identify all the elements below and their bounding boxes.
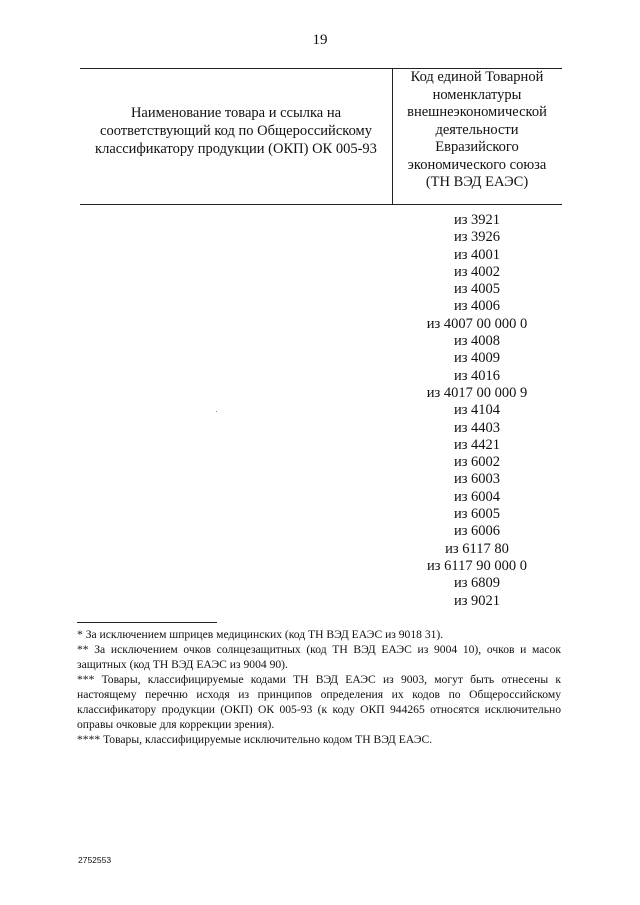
list-item: из 9021 — [453, 592, 501, 609]
list-item: из 4017 00 000 9 — [426, 384, 528, 401]
list-item: из 4008 — [453, 333, 501, 350]
list-item: из 4009 — [453, 350, 501, 367]
list-item: из 4403 — [453, 419, 501, 436]
list-item: из 4002 — [453, 263, 501, 280]
list-item: из 6117 90 000 0 — [427, 557, 527, 574]
list-item: из 6117 80 — [445, 540, 509, 557]
list-item: из 4104 — [453, 402, 501, 419]
list-item: из 4421 — [453, 436, 501, 453]
tn-ved-code-list — [394, 212, 560, 610]
footnote-4: **** Товары, классифицируемые исключительно кодом ТН ВЭД ЕАЭС. — [77, 733, 433, 746]
list-item: из 6006 — [453, 523, 501, 540]
footnotes — [77, 627, 561, 747]
footnote-1: * За исключением шприцев медицинских (код ТН ВЭД ЕАЭС из 9018 31). — [77, 628, 444, 641]
list-item: из 6005 — [453, 506, 501, 523]
footnote-separator — [77, 622, 217, 623]
table-header-bottom-rule — [80, 204, 562, 205]
list-item: из 4001 — [453, 246, 501, 263]
table-column-divider — [392, 68, 393, 205]
page-number: 19 — [312, 32, 328, 48]
list-item: из 6002 — [453, 454, 501, 471]
footnote-3: *** Товары, классифицируемые кодами ТН ВЭД ЕАЭС из 9003, могут быть отнесены к настоящему перечню исходя из принципов определения их кодов по Общероссийскому классификатору продукции (ОКП) ОК 005-93 (к коду ОКП 944265 относятся исключительно оправы очковые для коррекции зрения). — [77, 673, 561, 731]
list-item: из 4005 — [453, 281, 501, 298]
document-code: 2752553 — [78, 855, 112, 865]
list-item: из 6809 — [453, 575, 501, 592]
list-item: из 4007 00 000 0 — [426, 315, 528, 332]
list-item: из 6004 — [453, 488, 501, 505]
list-item: из 3926 — [453, 229, 501, 246]
list-item: из 4006 — [453, 298, 501, 315]
list-item: из 3921 — [453, 212, 501, 228]
scan-speck — [216, 411, 217, 412]
tn-ved-code-column-header: Код единой Товарной номенклатуры внешнеэкономической деятельности Евразийского экономического союза (ТН ВЭД ЕАЭС) — [407, 69, 547, 190]
footnote-2: ** За исключением очков солнцезащитных (код ТН ВЭД ЕАЭС из 9004 10), очков и масок защитных (код ТН ВЭД ЕАЭС из 9004 90). — [77, 643, 561, 671]
list-item: из 6003 — [453, 471, 501, 488]
list-item: из 4016 — [453, 367, 501, 384]
product-name-column-header: Наименование товара и ссылка на соответствующий код по Общероссийскому классификатору продукции (ОКП) ОК 005-93 — [95, 105, 377, 157]
